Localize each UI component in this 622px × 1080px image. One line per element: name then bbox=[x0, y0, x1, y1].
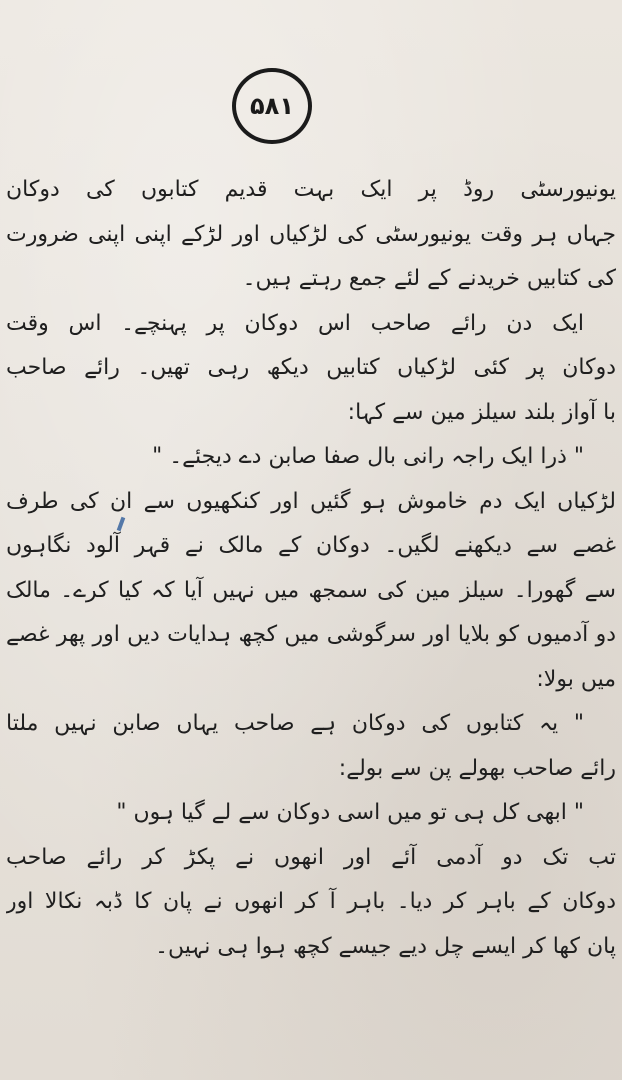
urdu-text-block bbox=[6, 168, 616, 969]
text-line: " یہ کتابوں کی دوکان ہے صاحب یہاں صابن نہیں ملتا bbox=[6, 711, 584, 736]
text-line: میں بولا: bbox=[536, 666, 616, 692]
text-line: تب تک دو آدمی آئے اور انھوں نے پکڑ کر رائے صاحب bbox=[6, 844, 616, 870]
page-number: ۵۸۱ bbox=[232, 68, 312, 144]
text-line: با آواز بلند سیلز مین سے کہا: bbox=[347, 399, 616, 425]
text-line: " ابھی کل ہی تو میں اسی دوکان سے لے گیا ہوں " bbox=[116, 800, 584, 825]
text-line: یونیورسٹی روڈ پر ایک بہت قدیم کتابوں کی دوکان bbox=[6, 177, 616, 202]
text-line: لڑکیاں ایک دم خاموش ہو گئیں اور کنکھیوں سے ان کی طرف bbox=[6, 488, 616, 514]
text-line: سے گھورا۔ سیلز مین کی سمجھ میں نہیں آیا کہ کیا کرے۔ مالک bbox=[6, 577, 616, 603]
text-line: غصے سے دیکھنے لگیں۔ دوکان کے مالک نے قہر آلود نگاہوں bbox=[6, 533, 616, 558]
text-line: ایک دن رائے صاحب اس دوکان پر پہنچے۔ اس وقت bbox=[6, 310, 584, 336]
text-line: رائے صاحب بھولے پن سے بولے: bbox=[338, 755, 616, 781]
text-line: دو آدمیوں کو بلایا اور سرگوشی میں کچھ ہدایات دیں اور پھر غصے bbox=[6, 622, 616, 647]
text-line: کی کتابیں خریدنے کے لئے جمع رہتے ہیں۔ bbox=[242, 266, 616, 291]
text-line: دوکان پر کئی لڑکیاں کتابیں دیکھ رہی تھیں۔ رائے صاحب bbox=[6, 355, 616, 380]
text-line: جہاں ہر وقت یونیورسٹی کی لڑکیاں اور لڑکے اپنی اپنی ضرورت bbox=[6, 221, 616, 247]
text-line: دوکان کے باہر کر دیا۔ باہر آ کر انھوں نے پان کا ڈبہ نکالا اور bbox=[6, 889, 616, 914]
text-line: " ذرا ایک راجہ رانی بال صفا صابن دے دیجئے۔ " bbox=[152, 444, 584, 469]
text-line: پان کھا کر ایسے چل دیے جیسے کچھ ہوا ہی نہیں۔ bbox=[155, 933, 616, 959]
